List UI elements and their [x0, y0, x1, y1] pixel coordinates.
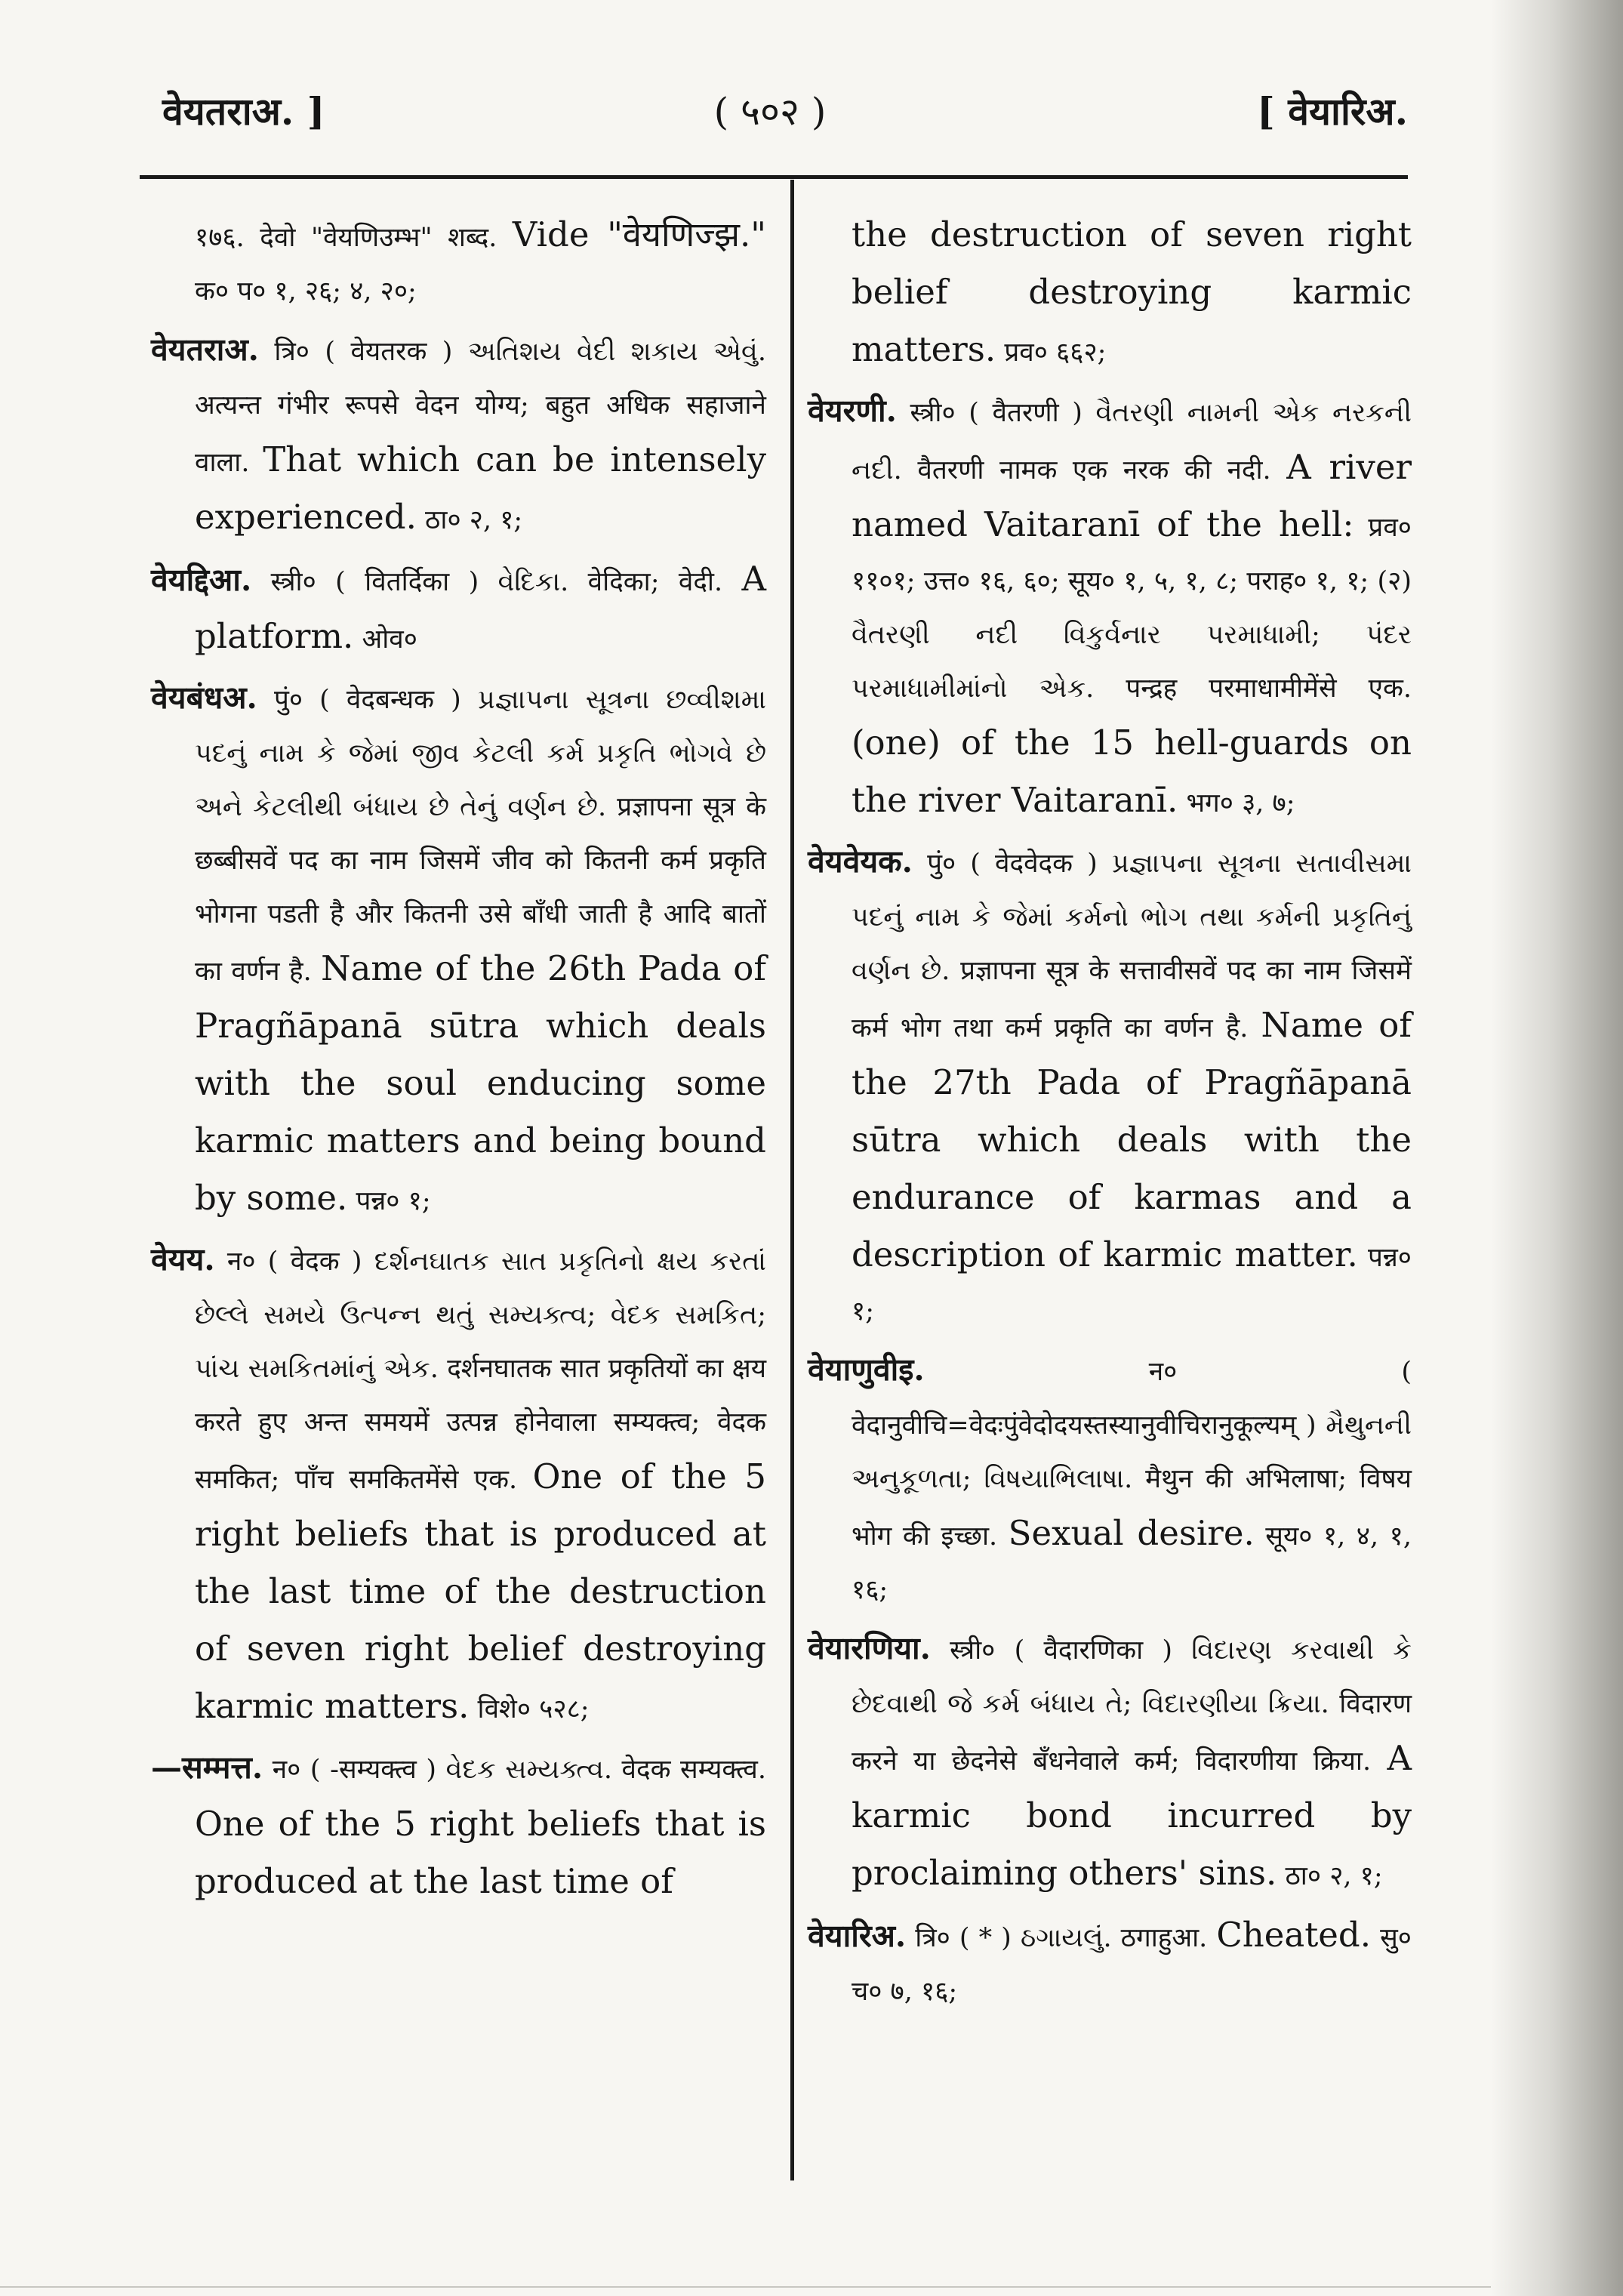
entry-reference-secondary: भग० ३, ७; [1186, 788, 1295, 818]
entry-headword: वेयबंधअ. [151, 680, 257, 716]
column-divider [790, 180, 794, 2180]
entry-headword: वेयारणिया. [808, 1630, 931, 1666]
entry-native-text: पुं० ( वेदबन्धक ) પ્રજ્ઞાપના સૂત્રના છવ્વીશમા પદનું નામ કે જેમાં જીવ કેટલી કર્મ પ્રકૃતિ ભોગવે છે અને કેટલીથી બંધાય છે તેનું વર્ણન છે. प्रज्ञापना सूत्र के छब्बीसवें पद का नाम जिसमें जीव को कितनी कर्म प्रकृति भोगना पडती है और कितनी उसे बाँधी जाती है आदि बातों का वर्णन है. [195, 685, 766, 987]
dictionary-entry [808, 1343, 1412, 1617]
entry-reference: क० प० १, २६; ४, २०; [195, 276, 417, 307]
entry-english-text: A platform. [195, 559, 766, 656]
dictionary-entry [151, 1233, 766, 1737]
entry-reference: ओव० [362, 624, 417, 655]
entry-native-text: न० ( -सम्यक्त्व ) વેદક સમ્યક્ત્વ. वेदक सम्यक्त्व. [272, 1755, 766, 1785]
continuation-entry [808, 208, 1412, 380]
entry-reference: सु० च० ७, १६; [852, 1923, 1412, 2007]
header-rule [140, 175, 1408, 179]
entry-english-text: Sexual desire. [1008, 1513, 1255, 1553]
page-bottom-edge [0, 2286, 1491, 2288]
dictionary-entry [808, 835, 1412, 1339]
entry-reference: विशे० ५२८; [477, 1694, 590, 1724]
entry-reference: सूय० १, ४, १, १६; [852, 1521, 1412, 1605]
entry-native-text: न० ( वेदानुवीचि=वेदःपुंवेदोदयस्तस्यानुवीचिरानुकूल्यम् ) મૈથુનની અનુકૂળતા; વિષયાભિલાષા. मैथुन की अभिलाषा; विषय भोग की इच्छा. [852, 1357, 1412, 1552]
entry-english-text-secondary: (one) of the 15 hell-guards on the river Vaitaranī. [852, 723, 1412, 820]
entry-headword: —सम्मत्त. [151, 1749, 263, 1786]
entry-headword: वेयारिअ. [808, 1918, 907, 1954]
page-header [0, 76, 1491, 136]
entry-headword: वेयतराअ. [151, 331, 259, 368]
dictionary-entry [151, 552, 766, 667]
dictionary-entry [151, 323, 766, 547]
entry-reference: ठा० २, १; [1285, 1861, 1383, 1891]
entry-native-text: त्रि० ( वेयतरक ) અતિશય વેદી શકાય એવું. अत्यन्त गंभीर रूपसे वेदन योग्य; बहुत अधिक सहाजाने वाला. [195, 337, 766, 478]
entry-native-text: स्त्री० ( वितर्दिका ) વેદિકા. वेदिका; वेदी. [270, 567, 723, 597]
dictionary-entry [808, 1908, 1412, 2019]
header-right-guideword: [ वेयारिअ. [1257, 89, 1408, 134]
entry-reference: प्रव० ६६२; [1004, 337, 1107, 368]
entry-headword: वेयद्दिआ. [151, 562, 252, 598]
entry-reference: पन्न० १; [852, 1243, 1412, 1327]
entry-english-text: Cheated. [1216, 1915, 1372, 1955]
entry-english-text: A river named Vaitaranī of the hell: [852, 447, 1412, 544]
entry-english-text: One of the 5 right beliefs that is produced at the last time of the destruction of seven right belief destroying karmic matters. [195, 1456, 766, 1726]
dictionary-entry [808, 384, 1412, 831]
entry-headword: वेयय. [151, 1241, 215, 1277]
entry-native-text: न० ( वेदक ) દર્શનઘાતક સાત પ્રકૃતિનો ક્ષય કરતાં છેલ્લે સમયે ઉત્પન્ન થતું સમ્યક્ત્વ; વેદક સમકિત; પાંચ સમકિતમાંનું એક. दर्शनघातक सात प्रकृतियों का क्षय करते हुए अन्त समयमें उत्पन्न होनेवाला सम्यक्त्व; वेदक समकित; पाँच समकितमेंसे एक. [195, 1247, 766, 1495]
entry-native-text: स्त्री० ( वैतरणी ) વૈતરણી નામની એક નરકની નદી. वैतरणी नामक एक नरक की नदी. [852, 398, 1412, 485]
entry-native-text: १७६. देवो "वेयणिउम्भ" शब्द. [195, 223, 497, 253]
entry-english-text: Name of the 27th Pada of Pragñāpanā sūtra which deals with the endurance of karmas and a description of karmic matter. [852, 1005, 1412, 1274]
entry-reference: पन्न० १; [356, 1186, 431, 1216]
entry-reference: प्रव० ११०१; उत्त० १६, ६०; सूय० १, ५, १, ८; पराह० १, १; (२) વૈતરણી નદી વિકુર્વનાર પરમાધામી; પંદર પરમાધામીમાંનો એક. पन्द्रह परमाधामीमेंसे एक. [852, 513, 1412, 704]
dictionary-entry [151, 671, 766, 1228]
entry-english-text: the destruction of seven right belief destroying karmic matters. [852, 214, 1412, 369]
entry-english-text: One of the 5 right beliefs that is produced at the last time of [195, 1804, 766, 1901]
entry-english-text: Vide "वेयणिज्झ." [512, 214, 766, 254]
entry-native-text: त्रि० ( * ) ઠગાયલું. ठगाहुआ. [915, 1923, 1208, 1953]
entry-native-text: पुं० ( वेदवेदक ) પ્રજ્ઞાપના સૂત્રના સતાવીસમા પદનું નામ કે જેમાં કર્મનો ભોગ તથા કર્મની પ્રકૃતિનું વર્ણન છે. प्रज्ञापना सूत्र के सत्तावीसवें पद का नाम जिसमें कर्म भोग तथा कर्म प्रकृति का वर्णन है. [852, 849, 1412, 1043]
entry-reference: ठा० २, १; [425, 505, 523, 535]
left-column [151, 208, 766, 1916]
entry-headword: वेयाणुवीइ. [808, 1351, 925, 1388]
continuation-entry [151, 208, 766, 319]
entry-english-text: Name of the 26th Pada of Pragñāpanā sūtra which deals with the soul enducing some karmic matters and being bound by some. [195, 948, 766, 1218]
right-column [808, 208, 1412, 2023]
entry-english-text: A karmic bond incurred by proclaiming others' sins. [852, 1738, 1412, 1893]
entry-native-text: स्त्री० ( वैदारणिका ) વિદારણ કરવાથી કે છેદવાથી જે કર્મ બંધાય તે; વિદારણીયા ક્રિયા. विदारण करने या छेदनेसे बँधनेवाले कर्म; विदारणीया क्रिया. [852, 1635, 1412, 1777]
header-left-guideword: वेयतराअ. ] [162, 89, 325, 134]
entry-headword: वेयवेयक. [808, 843, 913, 880]
book-binding-shadow [1491, 0, 1623, 2296]
dictionary-entry [808, 1622, 1412, 1903]
dictionary-entry [151, 1741, 766, 1912]
entry-english-text: That which can be intensely experienced. [195, 439, 766, 537]
page-number: ( ५०२ ) [713, 90, 827, 134]
entry-headword: वेयरणी. [808, 393, 897, 429]
